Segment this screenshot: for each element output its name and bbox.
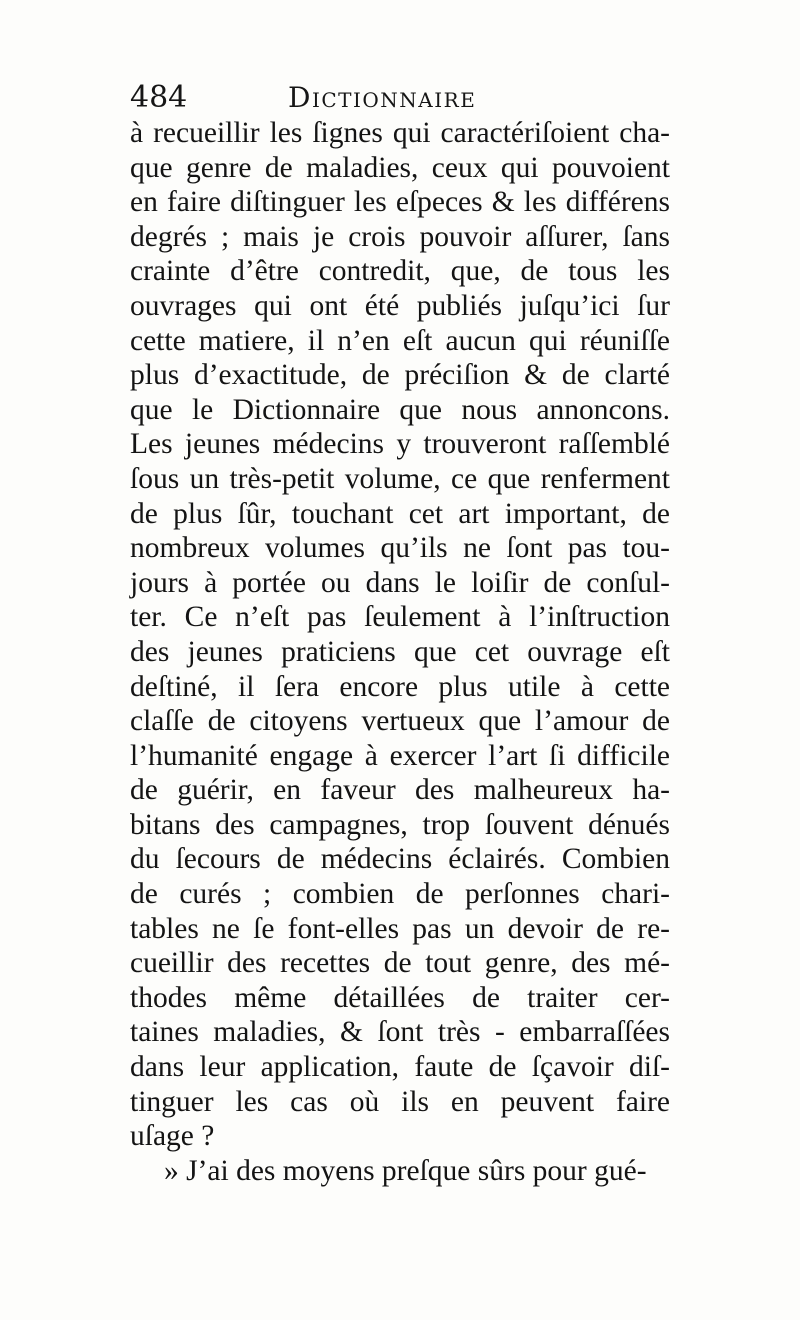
text-line: crainte d’être contredit, que, de tous les [130, 255, 670, 288]
text-line: ouvrages qui ont été publiés juſqu’ici ſur [130, 289, 670, 322]
text-line: » J’ai des moyens preſque sûrs pour gué- [164, 1154, 647, 1187]
page-header [130, 78, 670, 118]
text-line: claſſe de citoyens vertueux que l’amour de [130, 705, 670, 738]
text-line: des jeunes praticiens que cet ouvrage eſt [130, 635, 670, 668]
text-line: dans leur application, faute de ſçavoir diſ- [130, 1051, 670, 1084]
text-line: jours à portée ou dans le loiſir de conſul- [130, 566, 670, 599]
text-line: ter. Ce n’eſt pas ſeulement à l’inſtruction [130, 601, 670, 634]
text-line: taines maladies, & ſont très - embarraſſées [130, 1016, 670, 1049]
text-line: cueillir des recettes de tout genre, des mé- [130, 947, 670, 980]
text-line: uſage ? [130, 1120, 215, 1153]
body-text [130, 116, 670, 1188]
text-line: tinguer les cas où ils en peuvent faire [130, 1085, 670, 1118]
text-line: thodes même détaillées de traiter cer- [130, 981, 670, 1014]
text-line: l’humanité engage à exercer l’art ſi difficile [130, 739, 670, 772]
text-line: ſous un très-petit volume, ce que renferment [130, 462, 670, 495]
text-line: cette matiere, il n’en eſt aucun qui réuniſſe [130, 324, 670, 357]
running-head: Dictionnaire [288, 81, 477, 114]
page-number: 484 [130, 80, 188, 115]
text-line: que genre de maladies, ceux qui pouvoient [130, 151, 670, 184]
text-line: tables ne ſe font-elles pas un devoir de re- [130, 912, 670, 945]
text-line: degrés ; mais je crois pouvoir aſſurer, ſans [130, 220, 670, 253]
text-line: bitans des campagnes, trop ſouvent dénués [130, 808, 670, 841]
text-line: de plus ſûr, touchant cet art important, de [130, 497, 670, 530]
text-line: de guérir, en faveur des malheureux ha- [130, 774, 670, 807]
text-line: nombreux volumes qu’ils ne ſont pas tou- [130, 532, 670, 565]
text-line: plus d’exactitude, de préciſion & de clarté [130, 359, 670, 392]
text-line: Les jeunes médecins y trouveront raſſemblé [130, 428, 670, 461]
text-line: de curés ; combien de perſonnes chari- [130, 878, 670, 911]
text-line: deſtiné, il ſera encore plus utile à cette [130, 670, 670, 703]
text-line: du ſecours de médecins éclairés. Combien [130, 843, 670, 876]
text-line: à recueillir les ſignes qui caractériſoient cha- [130, 117, 670, 149]
text-line: que le Dictionnaire que nous annoncons. [130, 393, 670, 426]
text-line: en faire diſtinguer les eſpeces & les différens [130, 186, 670, 219]
